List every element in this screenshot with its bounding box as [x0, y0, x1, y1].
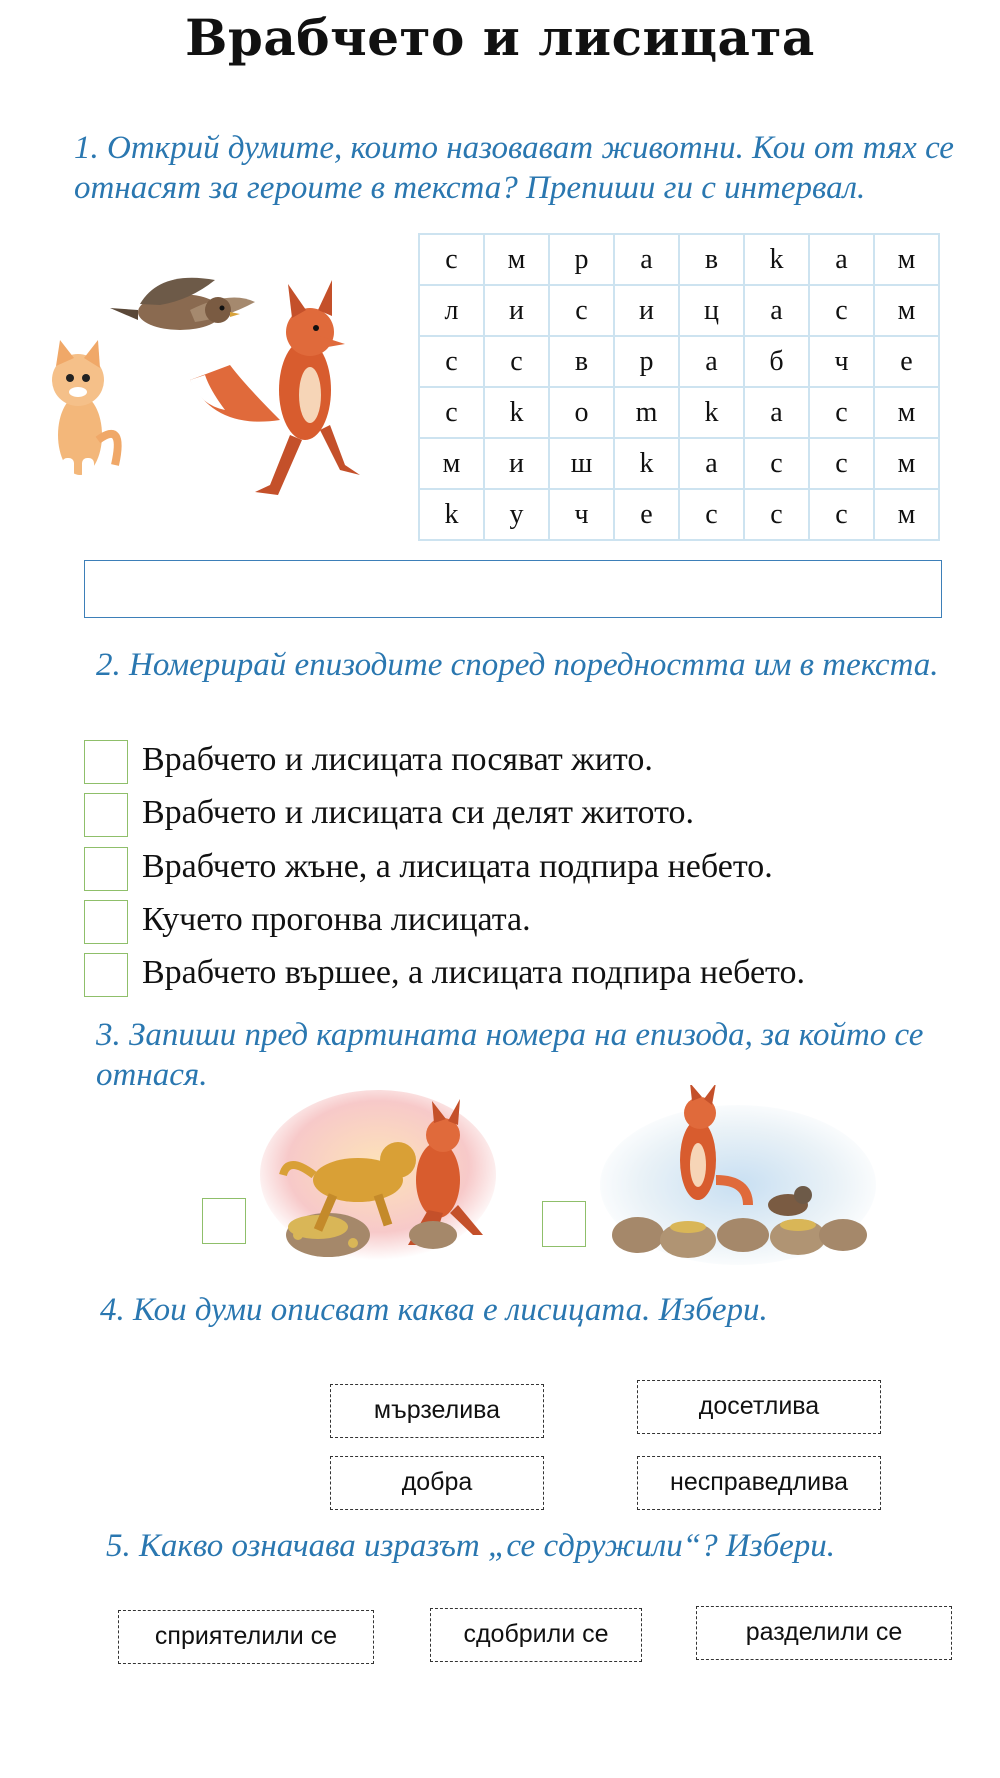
grid-cell[interactable]: е	[614, 489, 679, 540]
dog-chases-fox-image	[258, 1085, 498, 1270]
grid-cell[interactable]: р	[614, 336, 679, 387]
fox-and-sparrow-with-sacks-image	[598, 1085, 878, 1270]
page-title: Врабчето и лисицата	[185, 8, 815, 67]
episode-text-4: Кучето прогонва лисицата.	[142, 901, 531, 938]
sparrow-image	[110, 278, 255, 330]
letter-grid	[418, 233, 940, 541]
grid-cell[interactable]: k	[419, 489, 484, 540]
task3-question: 3. Запиши пред картината номера на епизода, за който се отнася.	[96, 1017, 924, 1093]
grid-cell[interactable]: k	[484, 387, 549, 438]
episode-text-2: Врабчето и лисицата си делят житото.	[142, 794, 694, 831]
cat-image	[52, 340, 118, 486]
grid-cell[interactable]: с	[744, 438, 809, 489]
option-dobra[interactable]: добра	[330, 1456, 544, 1510]
picture-number-box-2[interactable]	[542, 1201, 586, 1247]
grid-cell[interactable]: м	[484, 234, 549, 285]
grid-cell[interactable]: м	[874, 387, 939, 438]
grid-row	[419, 438, 939, 489]
grid-cell[interactable]: м	[419, 438, 484, 489]
grid-row	[419, 336, 939, 387]
grid-cell[interactable]: с	[809, 489, 874, 540]
grid-cell[interactable]: с	[484, 336, 549, 387]
grid-cell[interactable]: а	[679, 336, 744, 387]
grid-cell[interactable]: а	[744, 285, 809, 336]
episode-text-1: Врабчето и лисицата посяват жито.	[142, 741, 653, 778]
grid-cell[interactable]: и	[484, 438, 549, 489]
episode-number-box-2[interactable]	[84, 793, 128, 837]
episode-number-box-5[interactable]	[84, 953, 128, 997]
option-sprijatelili-se[interactable]: сприятелили се	[118, 1610, 374, 1664]
grid-cell[interactable]: с	[419, 387, 484, 438]
grid-row	[419, 285, 939, 336]
grid-cell[interactable]: с	[809, 285, 874, 336]
task4-question: 4. Кои думи описват каква е лисицата. Избери.	[100, 1292, 768, 1328]
grid-cell[interactable]: в	[549, 336, 614, 387]
grid-cell[interactable]: с	[744, 489, 809, 540]
grid-cell[interactable]: ч	[549, 489, 614, 540]
option-razdelili-se[interactable]: разделили се	[696, 1606, 952, 1660]
grid-cell[interactable]: у	[484, 489, 549, 540]
grid-cell[interactable]: м	[874, 438, 939, 489]
grid-cell[interactable]: о	[549, 387, 614, 438]
grid-cell[interactable]: k	[614, 438, 679, 489]
episode-text-5: Врабчето вършее, а лисицата подпира небето.	[142, 954, 805, 991]
grid-cell[interactable]: m	[614, 387, 679, 438]
grid-cell[interactable]: с	[679, 489, 744, 540]
grid-cell[interactable]: k	[679, 387, 744, 438]
grid-cell[interactable]: ш	[549, 438, 614, 489]
grid-cell[interactable]: ч	[809, 336, 874, 387]
grid-cell[interactable]: k	[744, 234, 809, 285]
task5-question: 5. Какво означава изразът „се сдружили“? Избери.	[106, 1528, 836, 1564]
grid-cell[interactable]: а	[744, 387, 809, 438]
option-dosetliva[interactable]: досетлива	[637, 1380, 881, 1434]
grid-row	[419, 234, 939, 285]
grid-cell[interactable]: а	[614, 234, 679, 285]
grid-cell[interactable]: р	[549, 234, 614, 285]
grid-cell[interactable]: с	[419, 234, 484, 285]
grid-cell[interactable]: с	[549, 285, 614, 336]
episode-text-3: Врабчето жъне, а лисицата подпира небето.	[142, 848, 773, 885]
grid-cell[interactable]: м	[874, 489, 939, 540]
grid-cell[interactable]: и	[484, 285, 549, 336]
answer-input[interactable]	[84, 560, 942, 618]
option-sdobrili-se[interactable]: сдобрили се	[430, 1608, 642, 1662]
animals-illustration	[40, 270, 420, 520]
grid-cell[interactable]: е	[874, 336, 939, 387]
grid-cell[interactable]: л	[419, 285, 484, 336]
picture-number-box-1[interactable]	[202, 1198, 246, 1244]
option-nespravedliva[interactable]: несправедлива	[637, 1456, 881, 1510]
grid-row	[419, 489, 939, 540]
episode-number-box-3[interactable]	[84, 847, 128, 891]
grid-cell[interactable]: м	[874, 234, 939, 285]
grid-cell[interactable]: с	[809, 438, 874, 489]
grid-cell[interactable]: а	[809, 234, 874, 285]
grid-cell[interactable]: м	[874, 285, 939, 336]
grid-cell[interactable]: и	[614, 285, 679, 336]
grid-cell[interactable]: ц	[679, 285, 744, 336]
episode-number-box-4[interactable]	[84, 900, 128, 944]
grid-cell[interactable]: а	[679, 438, 744, 489]
option-marzeliva[interactable]: мързелива	[330, 1384, 544, 1438]
grid-cell[interactable]: б	[744, 336, 809, 387]
task1-question: 1. Открий думите, които назовават животни. Кои от тях се отнасят за героите в текста? Препиши ги с интервал.	[74, 130, 954, 206]
episode-number-box-1[interactable]	[84, 740, 128, 784]
grid-cell[interactable]: с	[419, 336, 484, 387]
grid-cell[interactable]: с	[809, 387, 874, 438]
task2-question: 2. Номерирай епизодите според поредността им в текста.	[96, 647, 939, 683]
grid-row	[419, 387, 939, 438]
grid-cell[interactable]: в	[679, 234, 744, 285]
